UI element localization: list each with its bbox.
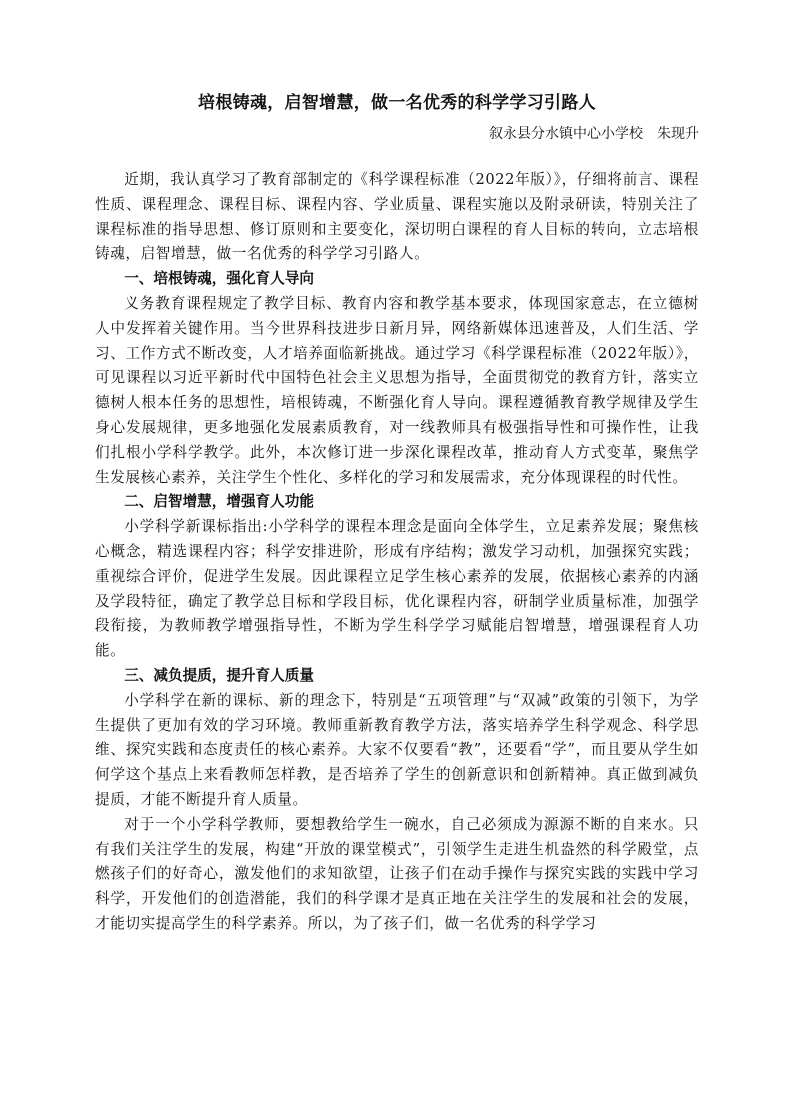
document-page [95,0,699,937]
author-name: 朱现升 [657,126,699,142]
section-3-heading: 三、减负提质，提升育人质量 [124,666,314,684]
section-1-paragraph: 义务教育课程规定了教学目标、教育内容和教学基本要求，体现国家意志，在立德树人中发挥着关键作用。当今世界科技进步日新月异，网络新媒体迅速普及，人们生活、学习、工作方式不断改变，人才培养面临新挑战。通过学习《科学课程标准（2022年版）》，可见课程以习近平新时代中国特色社会主义思想为指导，全面贯彻党的教育方针，落实立德树人根本任务的思想性，培根铸魂，不断强化育人导向。课程遵循教育教学规律及学生身心发展规律，更多地强化发展素质教育，对一线教师具有极强指导性和可操作性，让我们扎根小学科学教学。此外，本次修订进一步深化课程改革，推动育人方式变革，聚焦学生发展核心素养，关注学生个性化、多样化的学习和发展需求，充分体现课程的时代性。 [95,294,699,486]
section-2-paragraph: 小学科学新课标指出:小学科学的课程本理念是面向全体学生，立足素养发展；聚焦核心概念，精选课程内容；科学安排进阶，形成有序结构；激发学习动机，加强探究实践；重视综合评价，促进学生发展。因此课程立足学生核心素养的发展，依据核心素养的内涵及学段特征，确定了教学总目标和学段目标，优化课程内容，研制学业质量标准，加强学段衔接，为教师教学增强指导性，不断为学生科学学习赋能启智增慧，增强课程育人功能。 [95,518,699,660]
section-3-paragraph-2: 对于一个小学科学教师，要想教给学生一碗水，自己必须成为源源不断的自来水。只有我们关注学生的发展，构建“开放的课堂模式”，引领学生走进生机盎然的科学殿堂，点燃孩子们的好奇心，激发他们的求知欲望，让孩子们在动手操作与探究实践的实践中学习科学，开发他们的创造潜能，我们的科学课才是真正地在关注学生的发展和社会的发展，才能切实提高学生的科学素养。所以，为了孩子们，做一名优秀的科学学习 [95,815,699,932]
intro-paragraph: 近期，我认真学习了教育部制定的《科学课程标准（2022年版）》，仔细将前言、课程性质、课程理念、课程目标、课程内容、学业质量、课程实施以及附录研读，特别关注了课程标准的指导思想、修订原则和主要变化，深切明白课程的育人目标的转向，立志培根铸魂，启智增慧，做一名优秀的科学学习引路人。 [95,171,699,263]
section-2-heading: 二、启智增慧，增强育人功能 [124,493,314,511]
document-body [95,168,699,937]
section-3-paragraph-1: 小学科学在新的课标、新的理念下，特别是“五项管理”与“双减”政策的引领下，为学生提供了更加有效的学习环境。教师重新教育教学方法，落实培养学生科学观念、科学思维、探究实践和态度责任的核心素养。大家不仅要看“教”，还要看“学”，而且要从学生如何学这个基点上来看教师怎样教，是否培养了学生的创新意识和创新精神。真正做到减负提质，才能不断提升育人质量。 [95,691,699,808]
author-line [95,124,699,144]
document-title: 培根铸魂，启智增慧，做一名优秀的科学学习引路人 [198,93,596,113]
section-1-heading: 一、培根铸魂，强化育人导向 [124,270,314,288]
author-school: 叙永县分水镇中心小学校 [489,126,643,142]
